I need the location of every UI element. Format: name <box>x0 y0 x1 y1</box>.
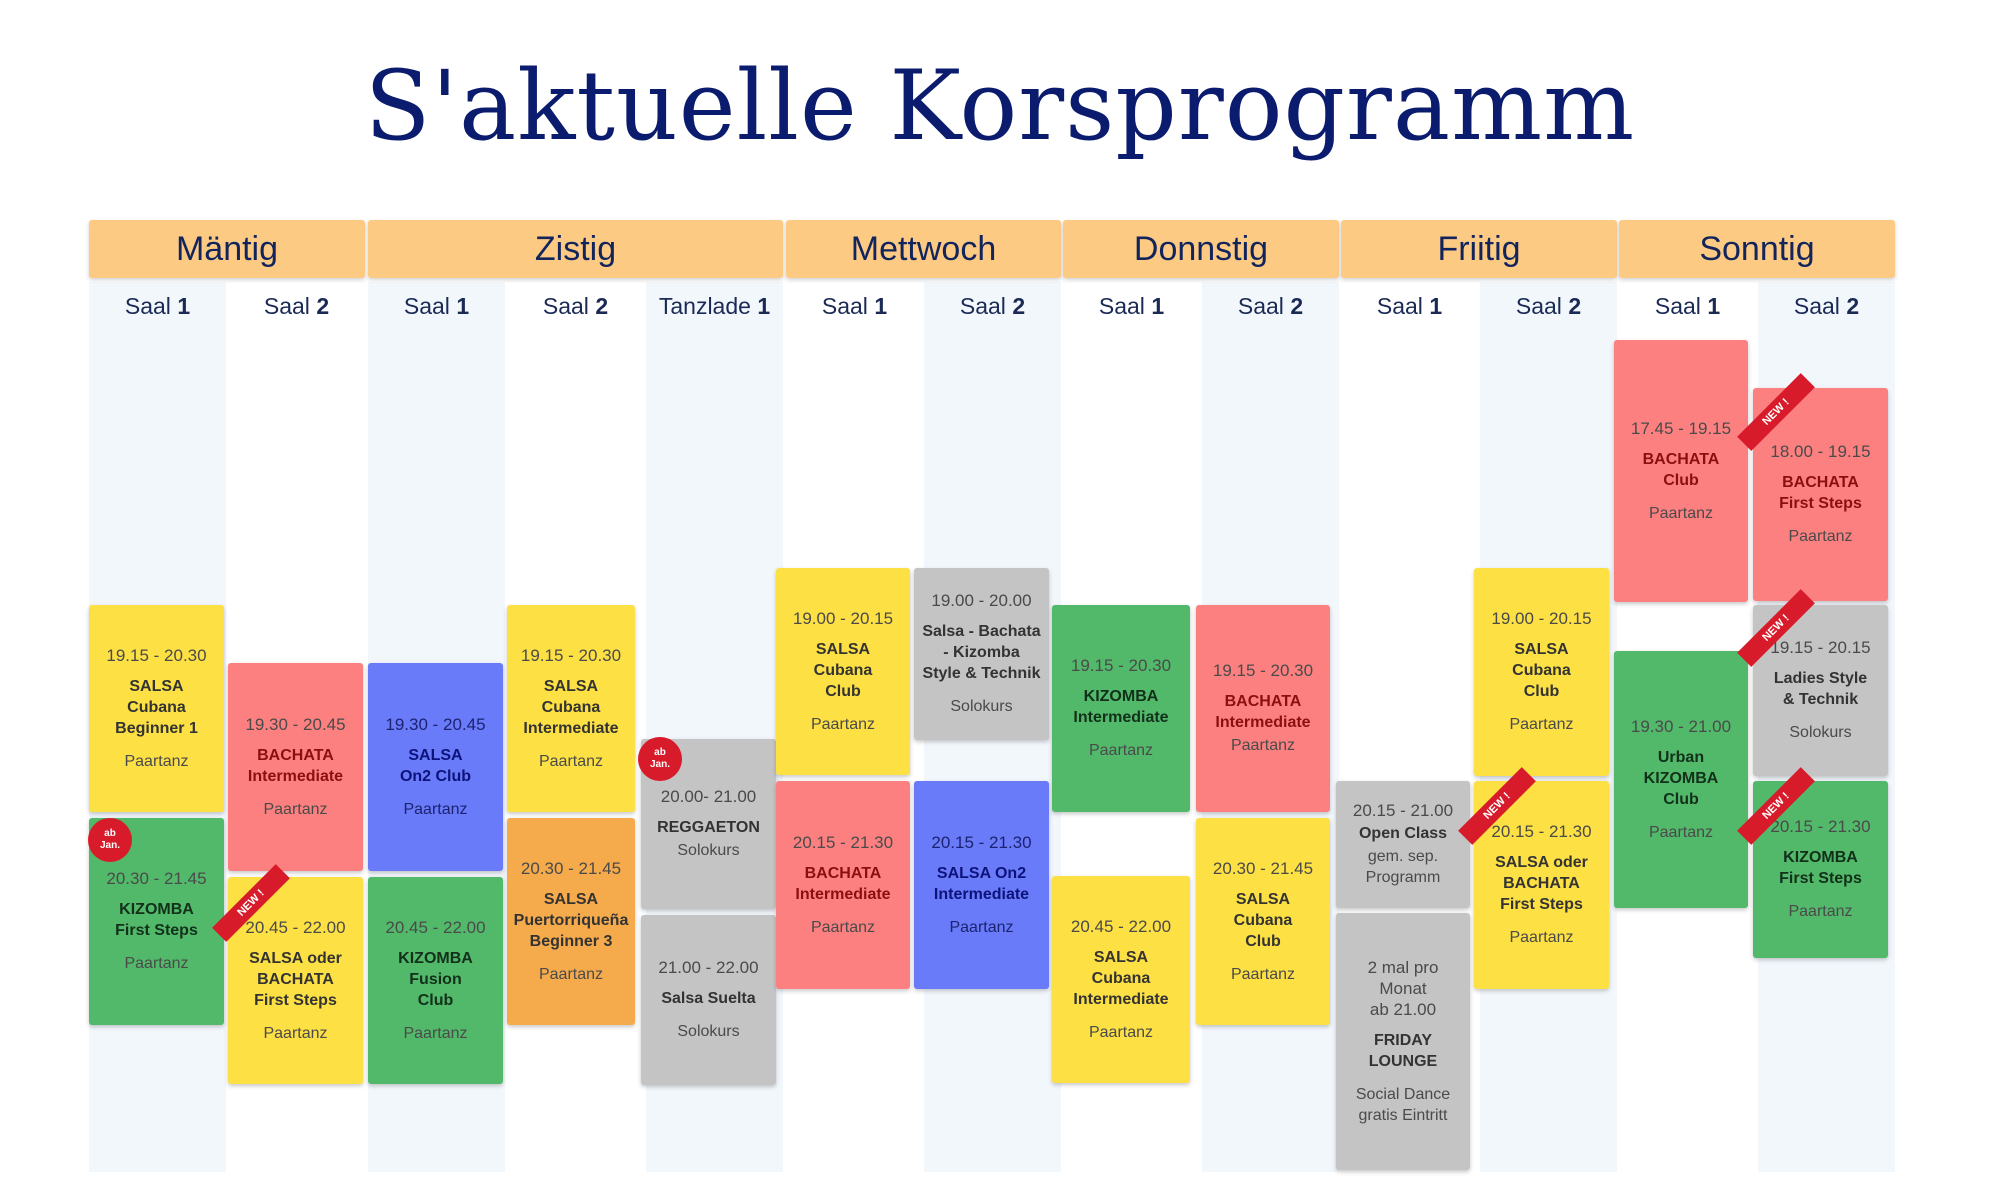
room-label: Tanzlade 1 <box>658 293 771 319</box>
course-name: Ladies Style & Technik <box>1773 670 1868 708</box>
course-time: 20.15 - 21.30 <box>931 832 1032 852</box>
course-name: Open Class <box>1358 825 1448 842</box>
course-time: 20.30 - 21.45 <box>1212 858 1314 878</box>
course-name: Urban KIZOMBA Club <box>1643 748 1719 808</box>
course-name: Salsa Suelta <box>661 990 756 1007</box>
course-card[interactable] <box>1052 605 1190 812</box>
course-name: SALSA Cubana Intermediate <box>1073 948 1169 1008</box>
new-badge: NEW ! <box>1737 373 1815 451</box>
course-time: 19.15 - 20.30 <box>520 645 622 665</box>
course-type: Paartanz <box>1088 742 1154 759</box>
course-type: Solokurs <box>677 842 740 859</box>
course-type: Paartanz <box>403 1024 468 1042</box>
course-card[interactable] <box>1474 568 1609 776</box>
course-time: 19.15 - 20.30 <box>1212 661 1314 680</box>
course-time: 20.15 - 21.30 <box>792 832 894 852</box>
room-label: Saal 1 <box>403 293 470 319</box>
course-time: 19.15 - 20.30 <box>1070 656 1172 675</box>
course-name: Salsa - Bachata - Kizomba Style & Technik <box>922 623 1041 682</box>
course-name: SALSA Cubana Club <box>813 640 873 700</box>
course-time: 19.15 - 20.30 <box>106 645 207 665</box>
course-type: Paartanz <box>1648 823 1714 841</box>
course-name: SALSA Cubana Intermediate <box>523 677 619 737</box>
day-header-montag: Mäntig <box>89 220 365 278</box>
room-label: Saal 1 <box>1098 293 1165 319</box>
course-type: Paartanz <box>124 752 189 770</box>
new-badge: NEW ! <box>1737 767 1815 845</box>
new-badge: NEW ! <box>1737 589 1815 667</box>
course-name: SALSA On2 Club <box>399 746 472 785</box>
course-card[interactable] <box>914 781 1049 989</box>
course-type: Solokurs <box>950 698 1013 715</box>
course-time: 20.45 - 22.00 <box>245 917 346 937</box>
course-time: 2 mal pro Monat ab 21.00 <box>1367 958 1439 1019</box>
new-badge: NEW ! <box>1458 767 1536 845</box>
course-name: BACHATA First Steps <box>1779 474 1862 512</box>
course-name: SALSA Puertorriqueña Beginner 3 <box>513 890 629 950</box>
course-type: Solokurs <box>677 1023 740 1040</box>
course-type: Social Dance gratis Eintritt <box>1355 1086 1451 1124</box>
course-time: 20.45 - 22.00 <box>1070 916 1172 936</box>
course-card[interactable] <box>1336 781 1470 908</box>
day-header-donnstig: Donnstig <box>1063 220 1339 278</box>
room-label: Saal 2 <box>263 293 330 319</box>
course-type: Paartanz <box>810 715 876 733</box>
course-card[interactable] <box>507 605 635 812</box>
course-time: 20.15 - 21.30 <box>1770 817 1871 836</box>
course-card[interactable] <box>641 915 776 1085</box>
course-card[interactable] <box>1196 605 1330 812</box>
course-name: BACHATA Club <box>1642 450 1720 489</box>
course-type: Paartanz <box>124 955 189 972</box>
course-time: 20.00- 21.00 <box>660 787 757 806</box>
course-card[interactable] <box>1614 651 1748 908</box>
course-name: SALSA oder BACHATA First Steps <box>1495 854 1588 913</box>
room-label: Saal 2 <box>542 293 609 319</box>
course-name: BACHATA Intermediate <box>247 746 344 785</box>
course-time: 18.00 - 19.15 <box>1770 442 1871 461</box>
course-time: 20.15 - 21.00 <box>1352 801 1454 820</box>
course-name: BACHATA Intermediate <box>1215 693 1311 731</box>
room-label: Saal 1 <box>1654 293 1721 319</box>
course-type: Paartanz <box>263 1024 328 1042</box>
course-time: 19.00 - 20.15 <box>792 608 894 628</box>
course-type: Paartanz <box>263 800 328 818</box>
course-type: Paartanz <box>1509 716 1574 733</box>
course-type: Solokurs <box>1789 724 1852 741</box>
room-label: Saal 1 <box>124 293 191 319</box>
course-type: Paartanz <box>1088 1023 1154 1041</box>
ab-jan-badge: ab Jan. <box>638 737 682 781</box>
course-name: KIZOMBA Fusion Club <box>398 949 473 1009</box>
course-name: SALSA oder BACHATA First Steps <box>249 949 342 1009</box>
ab-jan-badge: ab Jan. <box>88 818 132 862</box>
course-type: Paartanz <box>1230 965 1296 983</box>
course-card[interactable] <box>89 605 224 812</box>
course-time: 19.30 - 21.00 <box>1630 716 1732 736</box>
course-card[interactable] <box>1196 818 1330 1025</box>
course-type: Paartanz <box>949 918 1014 936</box>
course-time: 19.15 - 20.15 <box>1770 638 1871 657</box>
course-name: SALSA Cubana Beginner 1 <box>115 677 198 737</box>
course-type: Paartanz <box>1788 903 1853 920</box>
course-type: Paartanz <box>538 752 604 770</box>
course-time: 19.30 - 20.45 <box>245 714 346 734</box>
course-name: SALSA On2 Intermediate <box>933 864 1030 903</box>
course-type: gem. sep. Programm <box>1365 848 1441 886</box>
course-card[interactable] <box>776 781 910 989</box>
room-label: Saal 1 <box>821 293 888 319</box>
room-label: Saal 2 <box>959 293 1026 319</box>
course-name: KIZOMBA First Steps <box>1779 849 1862 887</box>
course-name: SALSA Cubana Club <box>1233 890 1293 950</box>
course-name: BACHATA Intermediate <box>795 864 891 903</box>
course-type: Paartanz <box>810 918 876 936</box>
course-type: Paartanz <box>1648 504 1714 522</box>
day-header-mettwoch: Mettwoch <box>786 220 1061 278</box>
course-card[interactable] <box>776 568 910 775</box>
course-time: 17.45 - 19.15 <box>1630 418 1732 438</box>
course-card[interactable] <box>914 568 1049 740</box>
course-time: 20.30 - 21.45 <box>106 869 207 888</box>
day-header-friitig: Friitig <box>1341 220 1617 278</box>
course-card[interactable] <box>1336 913 1470 1170</box>
course-name: KIZOMBA Intermediate <box>1073 688 1169 726</box>
course-card[interactable] <box>228 663 363 871</box>
room-label: Saal 1 <box>1376 293 1443 319</box>
course-time: 20.45 - 22.00 <box>385 917 486 937</box>
course-type: Paartanz <box>538 965 604 983</box>
course-name: REGGAETON <box>657 819 760 836</box>
course-time: 20.30 - 21.45 <box>520 858 622 878</box>
course-card[interactable] <box>507 818 635 1025</box>
course-name: FRIDAY LOUNGE <box>1368 1032 1438 1070</box>
course-name: SALSA Cubana Club <box>1512 641 1571 700</box>
course-card[interactable] <box>368 663 503 871</box>
course-type: Paartanz <box>403 800 468 818</box>
course-type: Paartanz <box>1230 737 1296 754</box>
course-name: KIZOMBA First Steps <box>115 901 198 939</box>
page-title: S'aktuelle Korsprogramm <box>364 50 1636 162</box>
new-badge: NEW ! <box>212 864 290 942</box>
course-card[interactable] <box>368 877 503 1084</box>
course-card[interactable] <box>1614 340 1748 602</box>
room-label: Saal 2 <box>1515 293 1582 319</box>
course-time: 20.15 - 21.30 <box>1491 822 1592 841</box>
course-type: Paartanz <box>1509 929 1574 946</box>
course-time: 19.30 - 20.45 <box>385 714 486 734</box>
course-type: Paartanz <box>1788 528 1853 545</box>
room-label: Saal 2 <box>1237 293 1304 319</box>
day-header-sonntig: Sonntig <box>1619 220 1895 278</box>
course-time: 19.00 - 20.15 <box>1491 609 1592 628</box>
day-header-zistig: Zistig <box>368 220 783 278</box>
room-label: Saal 2 <box>1793 293 1860 319</box>
course-card[interactable] <box>1052 876 1190 1083</box>
course-time: 21.00 - 22.00 <box>658 958 759 977</box>
course-time: 19.00 - 20.00 <box>931 591 1032 610</box>
